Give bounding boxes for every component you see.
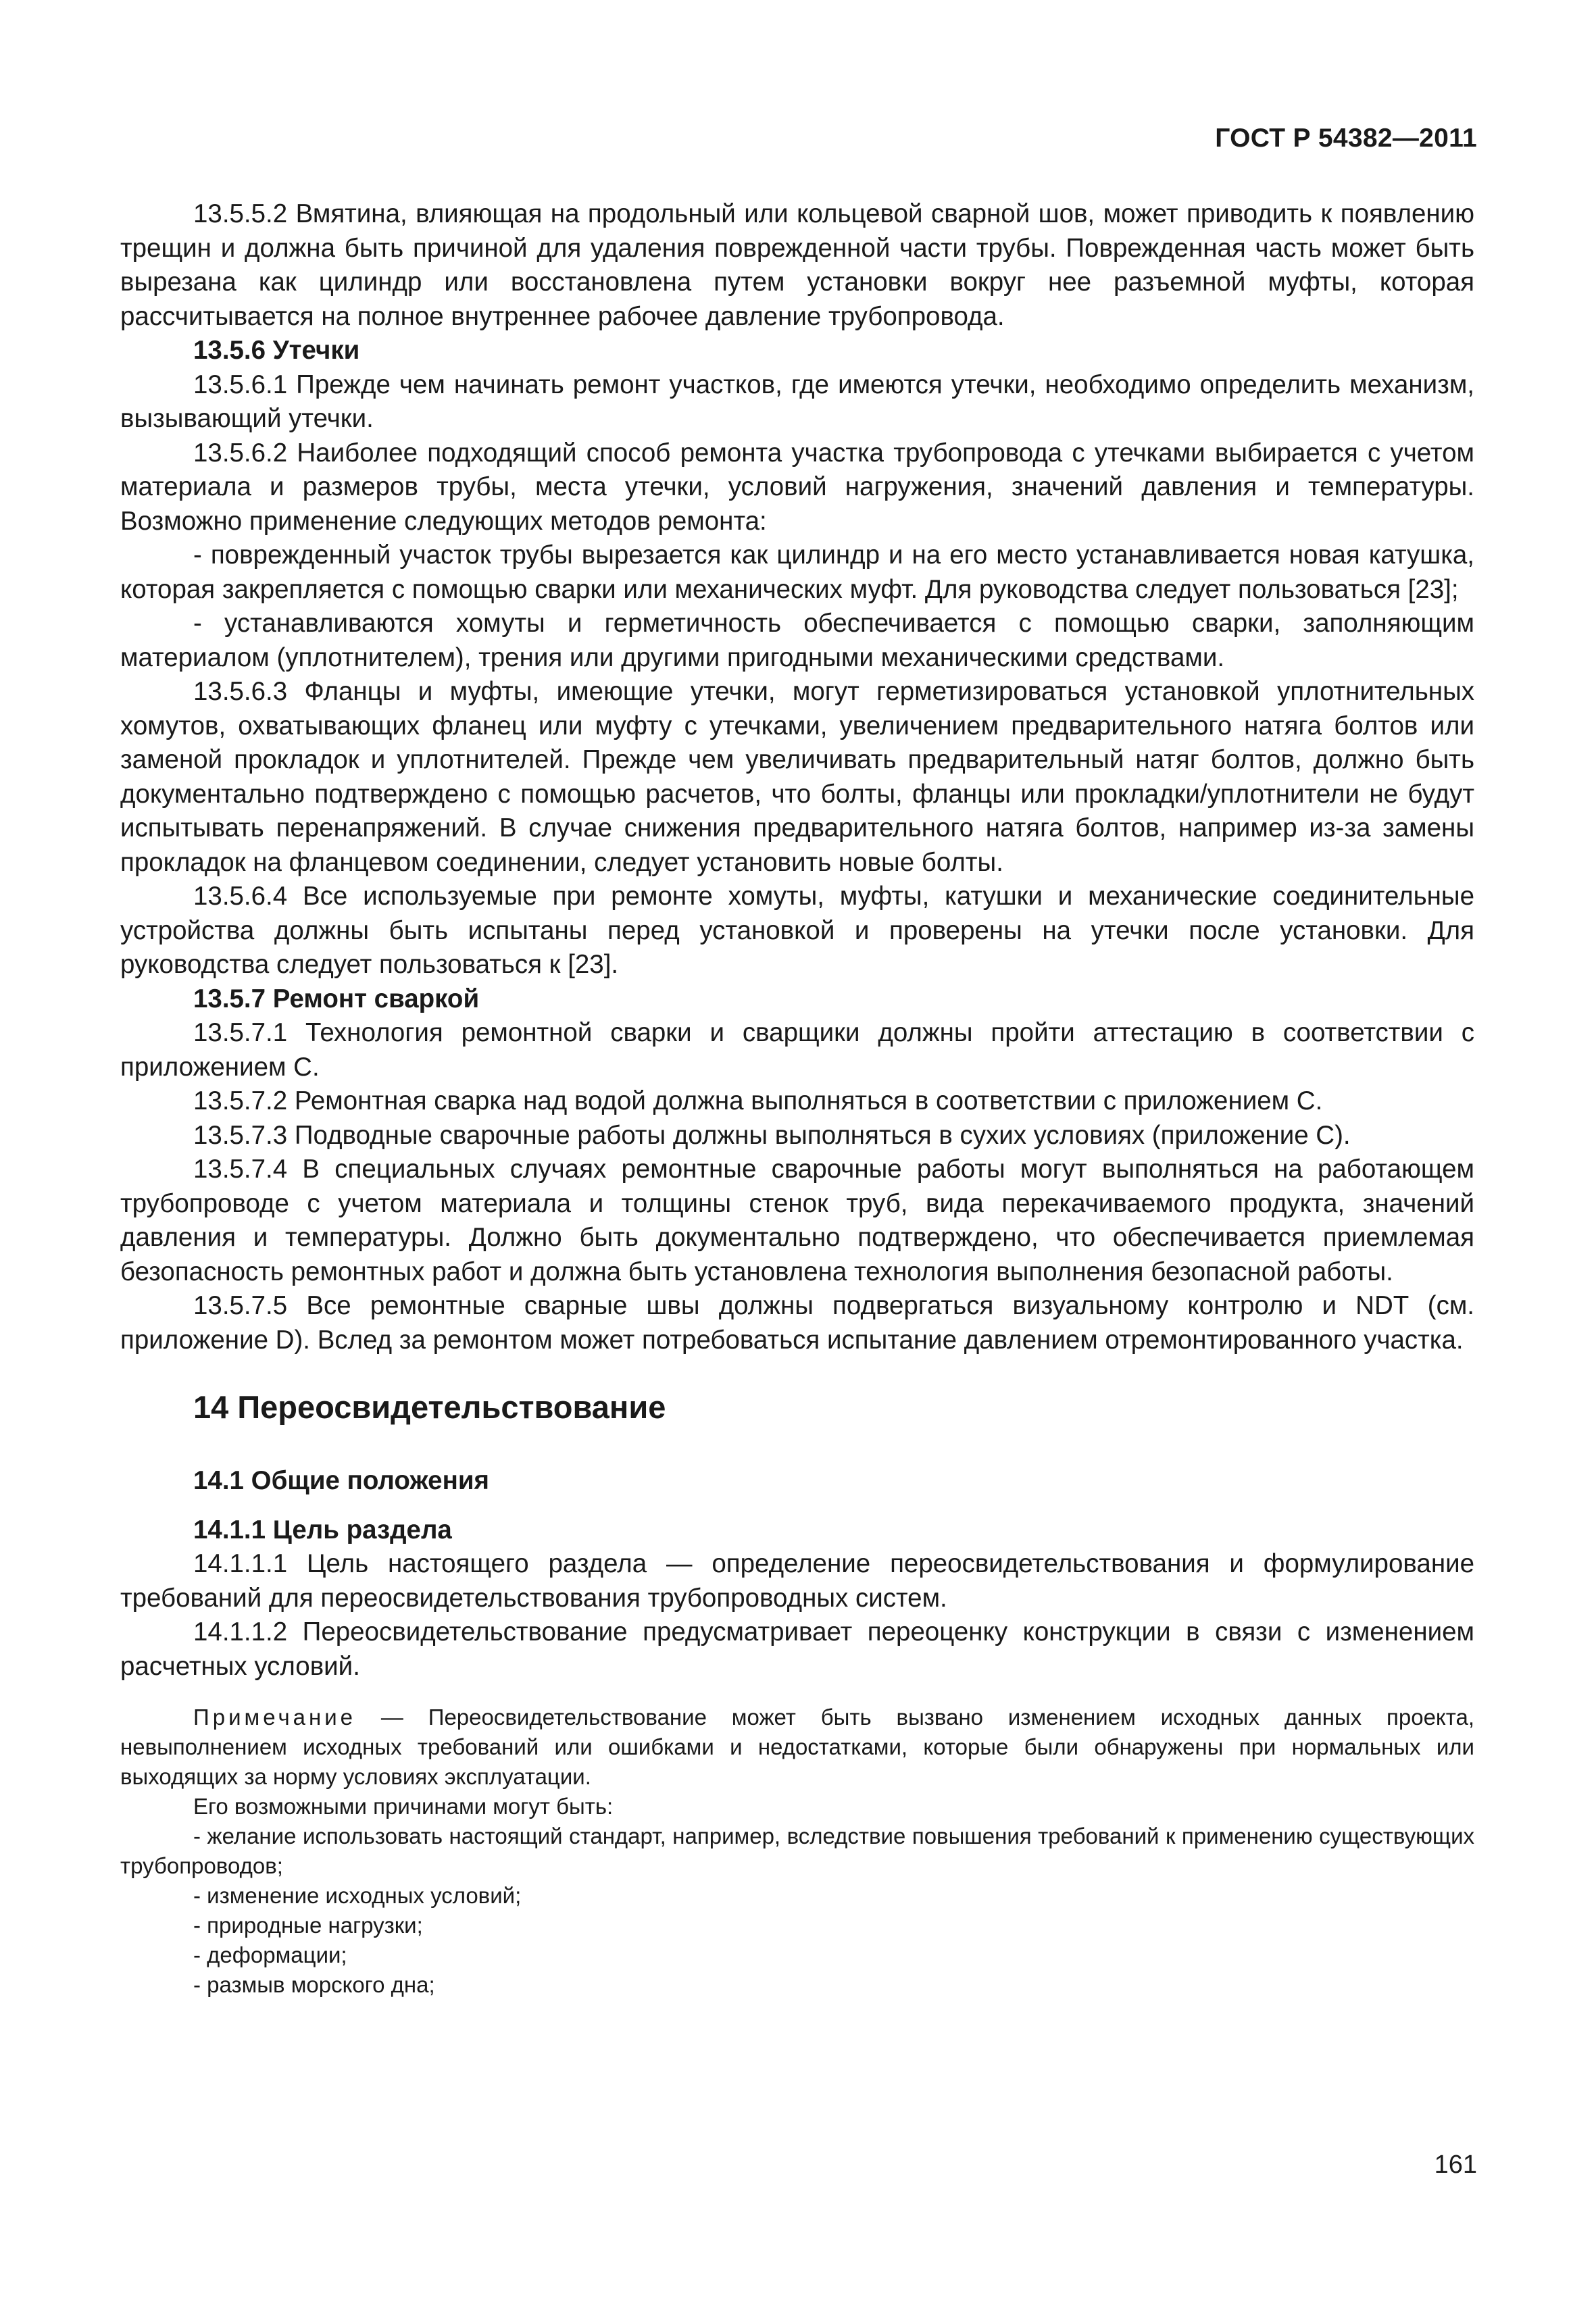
paragraph-13-5-6-1: 13.5.6.1 Прежде чем начинать ремонт участков, где имеются утечки, необходимо определить механизм, вызывающий утечки. [120, 370, 1474, 433]
note-label: Примечание [193, 1705, 357, 1730]
list-item: - устанавливаются хомуты и герметичность обеспечивается с помощью сварки, заполняющим материалом (уплотнителем), трения или другими пригодными механическими средствами. [120, 609, 1474, 672]
paragraph-14-1-1-2: 14.1.1.2 Переосвидетельствование предусматривает переоценку конструкции в связи с изменением расчетных условий. [120, 1617, 1474, 1681]
paragraph-13-5-7-3: 13.5.7.3 Подводные сварочные работы должны выполняться в сухих условиях (приложение С). [193, 1120, 1351, 1150]
paragraph-13-5-6-4: 13.5.6.4 Все используемые при ремонте хомуты, муфты, катушки и механические соединительные устройства должны быть испытаны перед установкой и проверены на утечки после установки. Для руководства следует пользоваться к [23]. [120, 882, 1474, 979]
note-paragraph [120, 1703, 1474, 1792]
note-line: - изменение исходных условий; [193, 1883, 522, 1908]
heading-13-5-6: 13.5.6 Утечки [193, 336, 360, 365]
note-line: - размыв морского дна; [193, 1972, 435, 1997]
paragraph-14-1-1-1: 14.1.1.1 Цель настоящего раздела — определение переосвидетельствования и формулирование требований для переосвидетельствования трубопроводных систем. [120, 1549, 1474, 1613]
page-number: 161 [1434, 2150, 1477, 2179]
note-line: - природные нагрузки; [193, 1913, 423, 1938]
note-line: - деформации; [193, 1942, 347, 1967]
note-text: — Переосвидетельствование может быть вызвано изменением исходных данных проекта, невыполнением исходных требований или ошибками и недостатками, которые были обнаружены при нормальных или выходящих за норму условиях эксплуатации. [120, 1705, 1474, 1789]
subsection-heading-14-1: 14.1 Общие положения [193, 1466, 489, 1495]
paragraph-13-5-7-2: 13.5.7.2 Ремонтная сварка над водой должна выполняться в соответствии с приложением С. [193, 1086, 1323, 1115]
note-line: - желание использовать настоящий стандарт, например, вследствие повышения требований к применению существующих трубопроводов; [120, 1823, 1474, 1878]
paragraph-13-5-6-2: 13.5.6.2 Наиболее подходящий способ ремонта участка трубопровода с утечками выбирается с учетом материала и размеров трубы, места утечки, условий нагружения, значений давления и температуры. Возможно применение следующих методов ремонта: [120, 438, 1474, 536]
note-line: Его возможными причинами могут быть: [193, 1794, 614, 1819]
list-item: - поврежденный участок трубы вырезается как цилиндр и на его место устанавливается новая катушка, которая закрепляется с помощью сварки или механических муфт. Для руководства следует пользоваться [23]; [120, 540, 1474, 604]
paragraph-13-5-6-3: 13.5.6.3 Фланцы и муфты, имеющие утечки, могут герметизироваться установкой уплотнительных хомутов, охватывающих фланец или муфту с утечками, увеличением предварительного натяга болтов или заменой прокладок и уплотнителей. Прежде чем увеличивать предварительный натяг болтов, должно быть документально подтверждено с помощью расчетов, что болты, фланцы или прокладки/уплотнители не будут испытывать перенапряжений. В случае снижения предварительного натяга болтов, например из-за замены прокладок на фланцевом соединении, следует установить новые болты. [120, 677, 1474, 877]
heading-13-5-7: 13.5.7 Ремонт сваркой [193, 984, 480, 1013]
paragraph-13-5-7-4: 13.5.7.4 В специальных случаях ремонтные сварочные работы могут выполняться на работающем трубопроводе с учетом материала и толщины стенок труб, вида перекачиваемого продукта, значений давления и температуры. Должно быть документально подтверждено, что обеспечивается приемлемая безопасность ремонтных работ и должна быть установлена технология выполнения безопасной работы. [120, 1155, 1474, 1286]
paragraph-13-5-7-5: 13.5.7.5 Все ремонтные сварные швы должны подвергаться визуальному контролю и NDT (см. приложение D). Вслед за ремонтом может потребоваться испытание давлением отремонтированного участка. [120, 1291, 1474, 1355]
standard-number: ГОСТ Р 54382—2011 [1215, 124, 1477, 153]
paragraph-13-5-5-2: 13.5.5.2 Вмятина, влияющая на продольный или кольцевой сварной шов, может приводить к появлению трещин и должна быть причиной для удаления поврежденной части трубы. Поврежденная часть может быть вырезана как цилиндр или восстановлена путем установки вокруг нее разъемной муфты, которая рассчитывается на полное внутреннее рабочее давление трубопровода. [120, 199, 1474, 331]
note-block [120, 1703, 1474, 2000]
document-body [120, 197, 1474, 2000]
paragraph-13-5-7-1: 13.5.7.1 Технология ремонтной сварки и сварщики должны пройти аттестацию в соответствии с приложением С. [120, 1018, 1474, 1082]
section-heading-14: 14 Переосвидетельствование [193, 1389, 666, 1425]
heading-14-1-1: 14.1.1 Цель раздела [193, 1515, 452, 1544]
